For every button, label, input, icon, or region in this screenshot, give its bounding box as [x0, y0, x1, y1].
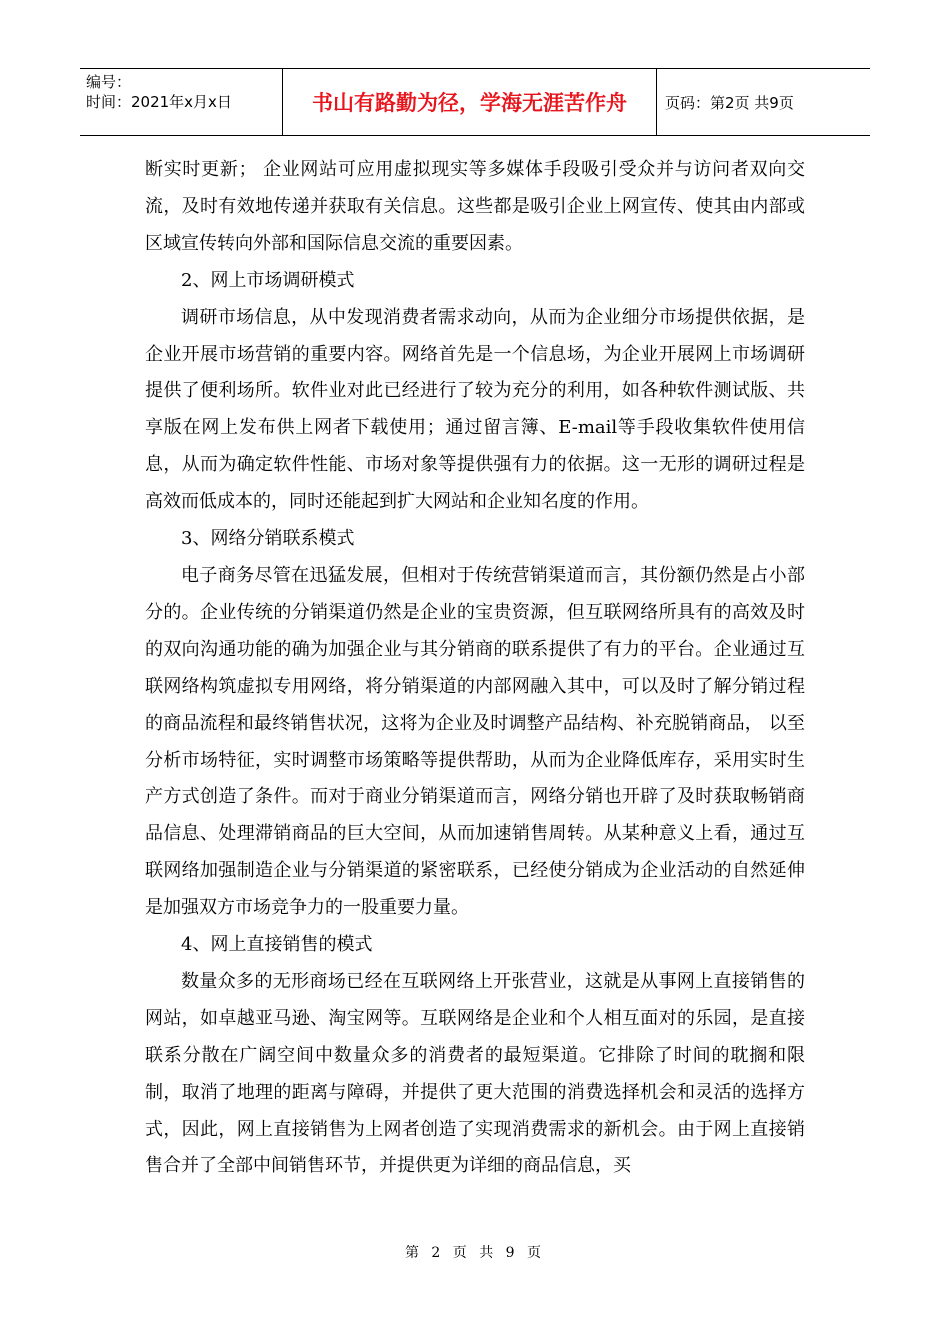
header-meta-cell	[80, 69, 283, 135]
header-page-info: 页码：第2页 共9页	[665, 93, 794, 112]
paragraph-market-research: 调研市场信息，从中发现消费者需求动向，从而为企业细分市场提供依据，是企业开展市场营销的重要内容。网络首先是一个信息场，为企业开展网上市场调研提供了便利场所。软件业对此已经进行了较为充分的利用，如各种软件测试版、共享版在网上发布供上网者下载使用；通过留言簿、E-mail等手段收集软件使用信息，从而为确定软件性能、市场对象等提供强有力的依据。这一无形的调研过程是高效而低成本的，同时还能起到扩大网站和企业知名度的作用。	[145, 306, 805, 513]
paragraph-distribution: 电子商务尽管在迅猛发展，但相对于传统营销渠道而言，其份额仍然是占小部分的。企业传统的分销渠道仍然是企业的宝贵资源，但互联网络所具有的高效及时的双向沟通功能的确为加强企业与其分销商的联系提供了有力的平台。企业通过互联网络构筑虚拟专用网络，将分销渠道的内部网融入其中，可以及时了解分销过程的商品流程和最终销售状况，这将为企业及时调整产品结构、补充脱销商品， 以至分析市场特征，实时调整市场策略等提供帮助，从而为企业降低库存，采用实时生产方式创造了条件。而对于商业分销渠道而言，网络分销也开辟了及时获取畅销商品信息、处理滞销商品的巨大空间，从而加速销售周转。从某种意义上看，通过互联网络加强制造企业与分销渠道的紧密联系，已经使分销成为企业活动的自然延伸是加强双方市场竞争力的一股重要力量。	[145, 564, 805, 919]
document-number-label: 编号：	[86, 73, 132, 91]
document-time-label: 时间：2021年x月x日	[86, 93, 232, 111]
document-body	[145, 152, 805, 1185]
header-motto: 书山有路勤为径，学海无涯苦作舟	[283, 69, 657, 135]
document-header	[80, 68, 870, 136]
paragraph-continuation: 断实时更新； 企业网站可应用虚拟现实等多媒体手段吸引受众并与访问者双向交流，及时有效地传递并获取有关信息。这些都是吸引企业上网宣传、使其由内部或区域宣传转向外部和国际信息交流的重要因素。	[145, 159, 805, 254]
section-heading-distribution: 3、网络分销联系模式	[181, 528, 355, 550]
page-footer: 第 2 页 共 9 页	[404, 1245, 546, 1261]
section-heading-market-research: 2、网上市场调研模式	[181, 269, 355, 291]
paragraph-direct-sales: 数量众多的无形商场已经在互联网络上开张营业，这就是从事网上直接销售的网站，如卓越亚马逊、淘宝网等。互联网络是企业和个人相互面对的乐园，是直接联系分散在广阔空间中数量众多的消费者的最短渠道。它排除了时间的耽搁和限制，取消了地理的距离与障碍，并提供了更大范围的消费选择机会和灵活的选择方式，因此，网上直接销售为上网者创造了实现消费需求的新机会。由于网上直接销售合并了全部中间销售环节，并提供更为详细的商品信息，买	[145, 970, 805, 1177]
section-heading-direct-sales: 4、网上直接销售的模式	[181, 934, 373, 956]
